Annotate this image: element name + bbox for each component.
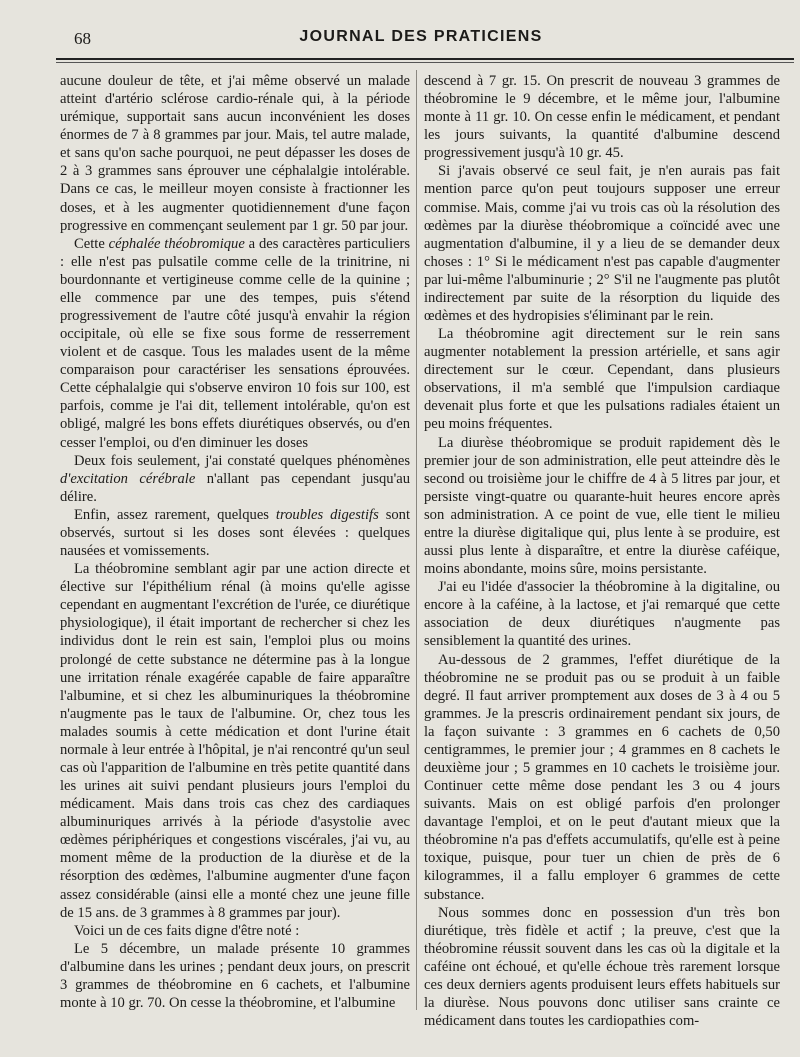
- paragraph: [60, 235, 410, 452]
- page-header: [56, 22, 786, 52]
- paragraph: descend à 7 gr. 15. On prescrit de nouveau 3 grammes de théobromine le 9 décembre, et le même jour, l'albumine monte à 11 gr. 10. On cesse enfin le médicament, et pendant les jours suivants, la quantité d'albumine descend progressivement jusqu'à 10 gr. 45.: [424, 73, 780, 162]
- paragraph: La théobromine semblant agir par une action directe et élective sur l'épithélium rénal (à moins qu'elle agisse cependant en augmentant l'excrétion de l'urée, ce diurétique physiologique), il était important de rechercher si chez les individus dont le rein est sain, l'emploi plus ou moins prolongé de cette substance ne détermine pas à la longue une irritation rénale exagérée capable de faire apparaître l'albumine, et si chez les albuminuriques la théobromine n'augmente pas le taux de l'albumine. Or, chez tous les malades soumis à cette médication et dont l'urine était normale à leur entrée à l'hôpital, je n'ai rencontré qu'un seul cas où l'apparition de l'albumine en très petite quantité dans les urines ait suivi pendant plusieurs jours l'emploi du médicament. Mais dans trois cas chez des cardiaques albuminuriques arrivés à la période d'asystolie avec œdèmes périphériques et congestions viscérales, j'ai vu, au moment même de la production de la diurèse et de la résorption des œdèmes, l'albumine augmenter d'une façon assez considérable (ainsi elle a monté chez une jeune fille de 15 ans. de 3 grammes à 8 grammes par jour).: [60, 561, 410, 921]
- paragraph: [60, 452, 410, 506]
- paragraph: La théobromine agit directement sur le rein sans augmenter notablement la pression artérielle, et sans agir directement sur le cœur. Cependant, dans plusieurs observations, il m'a semblé que l'impulsion cardiaque devenait plus forte et que les pulsations radiales étaient un peu moins fréquentes.: [424, 326, 780, 433]
- paragraph: [60, 506, 410, 560]
- paragraph: Si j'avais observé ce seul fait, je n'en aurais pas fait mention parce qu'on peut toujours supposer une erreur commise. Mais, comme j'ai vu trois cas où la résolution des œdèmes par la diurèse théobromique a coïncidé avec une augmentation d'albumine, il y a lieu de se demander deux choses : 1° Si le médicament n'est pas capable d'augmenter par lui-même l'albuminurie ; 2° S'il ne l'augmente pas plutôt indirectement par suite de la résorption du liquide des œdèmes et des hydropisies s'éliminant par le rein.: [424, 163, 780, 325]
- text-run: sont observés, surtout si les doses sont élevées : quelques nausées et vomissements.: [60, 506, 411, 560]
- paragraph: Le 5 décembre, un malade présente 10 grammes d'albumine dans les urines ; pendant deux jours, on prescrit 3 grammes de théobromine en 6 cachets, et l'albumine monte à 10 gr. 70. On cesse la théobromine, et l'albumine: [60, 940, 410, 1011]
- text-run: Cette: [74, 235, 105, 252]
- italic-term: d'excitation cérébrale: [60, 470, 196, 487]
- left-column: [60, 72, 410, 1012]
- right-column: [424, 72, 780, 1030]
- paragraph: Voici un de ces faits digne d'être noté :: [74, 922, 300, 939]
- text-run: Deux fois seulement, j'ai constaté quelques phénomènes: [74, 452, 410, 469]
- italic-term: céphalée théobromique: [108, 235, 245, 252]
- text-run: n'allant pas cependant jusqu'au délire.: [60, 470, 411, 505]
- header-rule-thin: [56, 62, 794, 63]
- page-number: 68: [74, 29, 91, 48]
- paragraph: aucune douleur de tête, et j'ai même observé un malade atteint d'artério sclérose cardio-rénale qui, à la période urémique, supportait sans aucun inconvénient les doses énormes de 7 à 8 grammes par jour. Mais, tel autre malade, et sans qu'on sache pourquoi, ne peut dépasser les doses de 2 à 3 grammes sans éprouver une céphalalgie intolérable. Dans ce cas, le meilleur moyen consiste à fractionner les doses, et à les augmenter quotidiennement d'une façon progressive en commençant seulement par 1 gr. 50 par jour.: [60, 73, 410, 234]
- journal-title: JOURNAL DES PRATICIENS: [299, 28, 543, 45]
- paragraph: Nous sommes donc en possession d'un très bon diurétique, très fidèle et actif ; la preuve, c'est que la théobromine réussit souvent dans les cas où la digitale et la caféine ont échoué, et qu'elle échoue très rarement lorsque ces deux derniers agents produisent leurs effets habituels sur la diurèse. Nous pouvons donc utiliser sans crainte ce médicament dans toutes les cardiopathies com-: [424, 904, 780, 1030]
- paragraph: Au-dessous de 2 grammes, l'effet diurétique de la théobromine ne se produit pas ou se produit à un faible degré. Il faut arriver promptement aux doses de 3 à 4 ou 5 grammes. Je la prescris ordinairement pendant six jours, de la façon suivante : 3 grammes en 6 cachets de 0,50 centigrammes, le premier jour ; 4 grammes en 8 cachets le deuxième jour ; 5 grammes en 10 cachets le troisième jour. Continuer cette même dose pendant les 3 ou 4 jours suivants. Mais on est obligé parfois d'en prolonger davantage l'emploi, et on le peut d'autant mieux que la théobromine n'a pas d'effets accumulatifs, qu'elle est à peine toxique, puisque, pour tuer un chien de près de 6 kilogrammes, il a fallu employer 6 grammes de cette substance.: [424, 651, 780, 903]
- paragraph: La diurèse théobromique se produit rapidement dès le premier jour de son administration, elle peut atteindre dès le second ou troisième jour le chiffre de 4 à 5 litres par jour, et persiste vingt-quatre ou quarante-huit heures encore après son administration. A ce point de vue, elle tient le milieu entre la diurèse digitalique qui, plus lente à se produire, est aussi plus lente à disparaître, et entre la diurèse caféique, moins abondante, moins sûre, moins persistante.: [424, 434, 780, 578]
- paragraph: J'ai eu l'idée d'associer la théobromine à la digitaline, ou encore à la caféine, à la lactose, et j'ai remarqué que cette association de deux diurétiques n'augmente pas sensiblement la quantité des urines.: [424, 579, 780, 650]
- italic-term: troubles digestifs: [275, 506, 379, 523]
- text-run: a des caractères particuliers : elle n'est pas pulsatile comme celle de la trinitrine, ni bourdonnante et vertigineuse comme celle de la quinine ; elle commence par une des tempes, puis s'étend progressivement de l'autre côté jusqu'à envahir la région occipitale, où elle se fixe sous forme de resserrement violent et de casque. Tous les malades usent de la même comparaison pour caractériser les sensations éprouvées. Cette céphalalgie qui s'observe environ 10 fois sur 100, est parfois, comme je l'ai dit, tellement intolérable, qu'on est obligé, malgré les bons effets diurétiques observés, ou d'en cesser l'emploi, ou d'en diminuer les doses: [60, 235, 411, 451]
- text-run: Enfin, assez rarement, quelques: [74, 506, 269, 523]
- column-divider: [416, 70, 417, 1010]
- header-rule-thick: [56, 58, 794, 60]
